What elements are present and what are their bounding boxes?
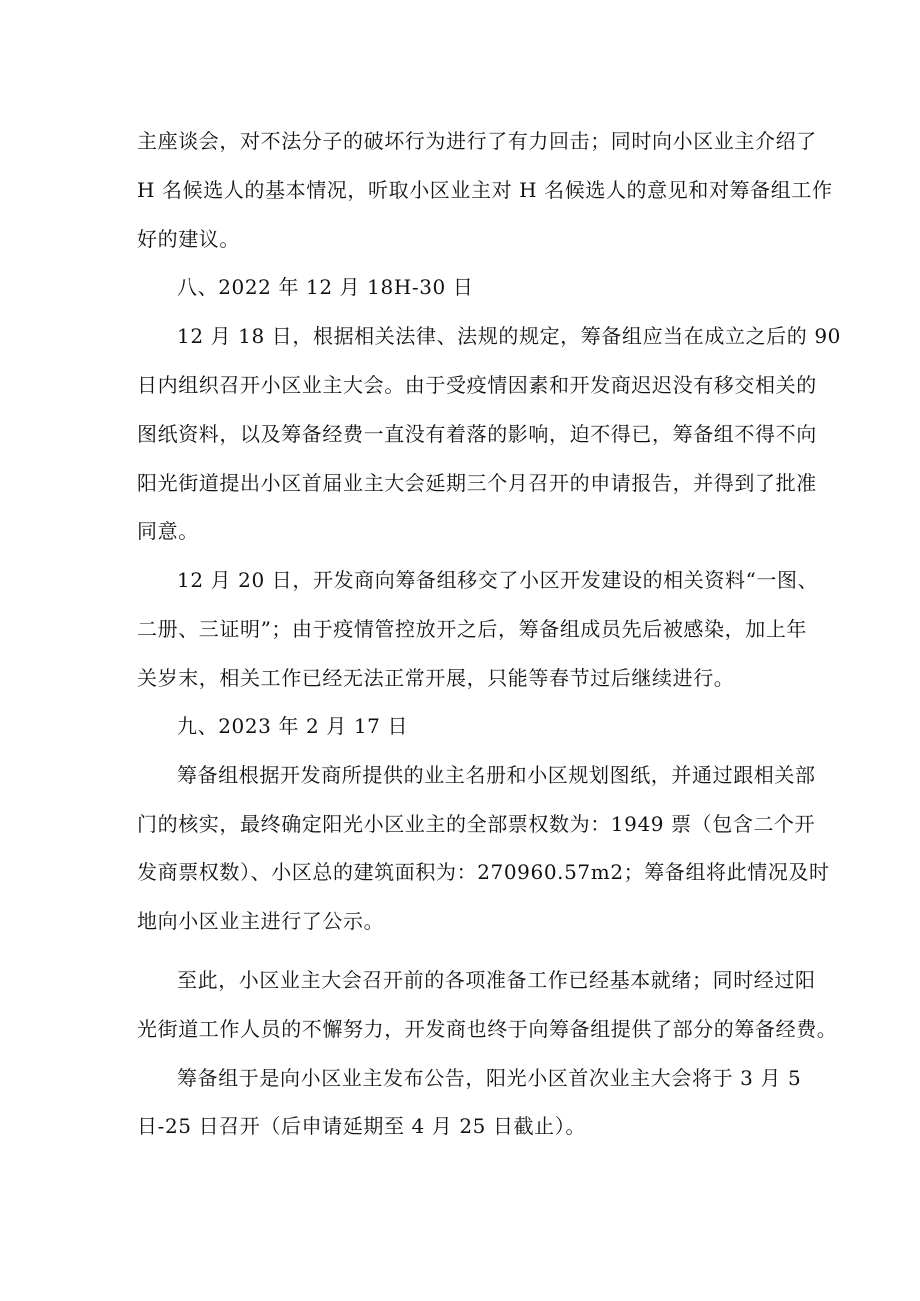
text-line: 地向小区业主进行了公示。 — [137, 909, 385, 933]
text-line: H 名候选人的基本情况，听取小区业主对 H 名候选人的意见和对筹备组工作 — [137, 178, 833, 202]
text-line: 筹备组于是向小区业主发布公告，阳光小区首次业主大会将于 3 月 5 — [177, 1066, 802, 1090]
text-line: 好的建议。 — [137, 227, 240, 251]
section-heading: 九、2023 年 2 月 17 日 — [177, 714, 409, 738]
text-line: 主座谈会，对不法分子的破坏行为进行了有力回击；同时向小区业主介绍了 — [137, 129, 817, 153]
text-line: 同意。 — [137, 519, 199, 543]
text-line: 阳光街道提出小区首届业主大会延期三个月召开的申请报告，并得到了批准 — [137, 471, 817, 495]
text-line: 光街道工作人员的不懈努力，开发商也终于向筹备组提供了部分的筹备经费。 — [137, 1017, 838, 1041]
text-line: 门的核实，最终确定阳光小区业主的全部票权数为：1949 票（包含二个开 — [137, 812, 816, 836]
text-line: 日内组织召开小区业主大会。由于受疫情因素和开发商迟迟没有移交相关的 — [137, 373, 817, 397]
text-line: 日-25 日召开（后申请延期至 4 月 25 日截止）。 — [137, 1114, 586, 1138]
text-line: 12 月 18 日，根据相关法律、法规的规定，筹备组应当在成立之后的 90 — [177, 324, 841, 348]
section-heading: 八、2022 年 12 月 18H-30 日 — [177, 275, 474, 299]
text-line: 关岁末，相关工作已经无法正常开展，只能等春节过后继续进行。 — [137, 666, 735, 690]
text-line: 发商票权数）、小区总的建筑面积为：270960.57m2；筹备组将此情况及时 — [137, 860, 830, 884]
text-line: 二册、三证明”；由于疫情管控放开之后，筹备组成员先后被感染，加上年 — [137, 617, 808, 641]
text-line: 筹备组根据开发商所提供的业主名册和小区规划图纸，并通过跟相关部 — [177, 763, 816, 787]
text-line: 12 月 20 日，开发商向筹备组移交了小区开发建设的相关资料“一图、 — [177, 568, 819, 592]
text-line: 至此，小区业主大会召开前的各项准备工作已经基本就绪；同时经过阳 — [177, 968, 816, 992]
text-line: 图纸资料，以及筹备经费一直没有着落的影响，迫不得已，筹备组不得不向 — [137, 422, 817, 446]
